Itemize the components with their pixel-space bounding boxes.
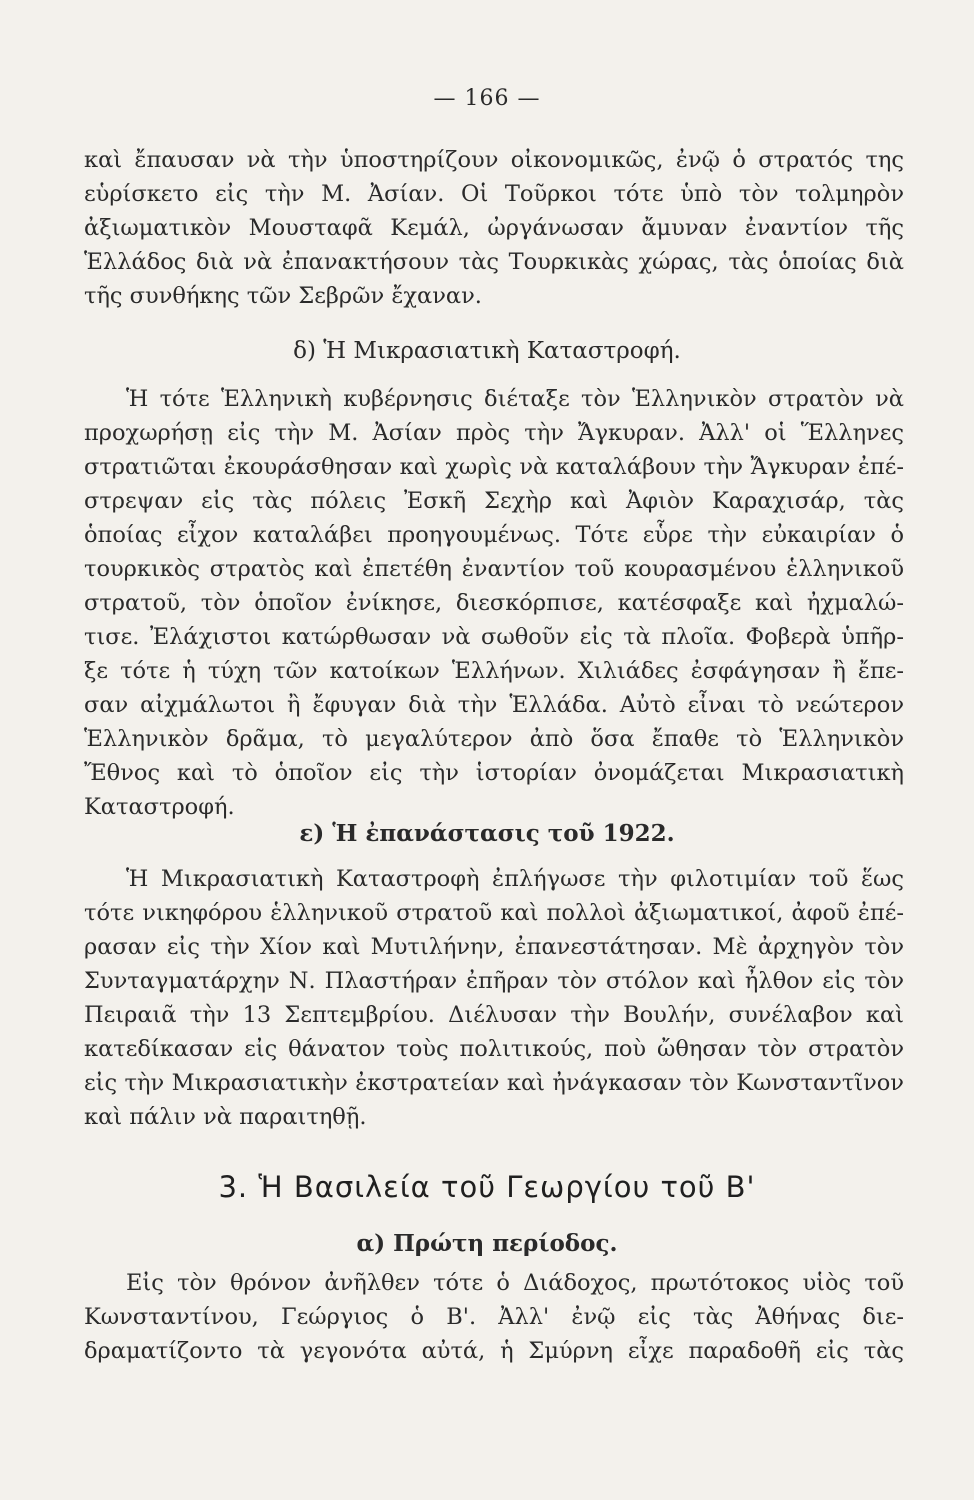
text-line: τότε νικηφόρου ἑλληνικοῦ στρατοῦ καὶ πολλοὶ ἀξιωματικοί, ἀφοῦ ἐπέ- <box>84 900 904 926</box>
text-line: ξε τότε ἡ τύχη τῶν κατοίκων Ἑλλήνων. Χιλιάδες ἐσφάγησαν ἢ ἔπε- <box>84 658 904 684</box>
text-line: ἀξιωματικὸν Μουσταφᾶ Κεμάλ, ὠργάνωσαν ἄμυναν ἐναντίον τῆς <box>84 215 904 241</box>
paragraph-2 <box>84 382 904 824</box>
text-line: Πειραιᾶ τὴν 13 Σεπτεμβρίου. Διέλυσαν τὴν Βουλήν, συνέλαβον καὶ <box>84 1002 904 1028</box>
text-line: Κωνσταντίνου, Γεώργιος ὁ Β'. Ἀλλ' ἐνῷ εἰς τὰς Ἀθήνας διε- <box>84 1304 904 1330</box>
text-line: Ἑλλάδος διὰ νὰ ἐπανακτήσουν τὰς Τουρκικὰς χώρας, τὰς ὁποίας διὰ <box>84 249 904 275</box>
section-title-vasileia-georgiou: 3. Ἡ Βασιλεία τοῦ Γεωργίου τοῦ Β' <box>218 1170 756 1204</box>
text-line: Ἡ Μικρασιατικὴ Καταστροφὴ ἐπλήγωσε τὴν φιλοτιμίαν τοῦ ἕως <box>126 866 904 892</box>
text-line: τισε. Ἐλάχιστοι κατώρθωσαν νὰ σωθοῦν εἰς τὰ πλοῖα. Φοβερὰ ὑπῆρ- <box>84 624 904 650</box>
text-line: Ἔθνος καὶ τὸ ὁποῖον εἰς τὴν ἱστορίαν ὀνομάζεται Μικρασιατικὴ <box>84 760 904 786</box>
text-line: Καταστροφή. <box>84 794 235 820</box>
page-number: — 166 — <box>433 86 541 111</box>
text-line: Συνταγματάρχην Ν. Πλαστήραν ἐπῆραν τὸν στόλον καὶ ἦλθον εἰς τὸν <box>84 968 904 994</box>
text-line: εὑρίσκετο εἰς τὴν Μ. Ἀσίαν. Οἱ Τοῦρκοι τότε ὑπὸ τὸν τολμηρὸν <box>84 181 904 207</box>
heading-epanastasis-1922: ε) Ἡ ἐπανάστασις τοῦ 1922. <box>299 820 675 847</box>
paragraph-1 <box>84 143 904 313</box>
text-line: στρατιῶται ἐκουράσθησαν καὶ χωρὶς νὰ καταλάβουν τὴν Ἄγκυραν ἐπέ- <box>84 454 904 480</box>
text-line: καὶ ἔπαυσαν νὰ τὴν ὑποστηρίζουν οἰκονομικῶς, ἐνῷ ὁ στρατός της <box>84 147 904 173</box>
text-line: Ἑλληνικὸν δρᾶμα, τὸ μεγαλύτερον ἀπὸ ὅσα ἔπαθε τὸ Ἑλληνικὸν <box>84 726 904 752</box>
text-line: τῆς συνθήκης τῶν Σεβρῶν ἔχαναν. <box>84 283 482 309</box>
text-line: τουρκικὸς στρατὸς καὶ ἐπετέθη ἐναντίον τοῦ κουρασμένου ἑλληνικοῦ <box>84 556 904 582</box>
text-line: εἰς τὴν Μικρασιατικὴν ἐκστρατείαν καὶ ἠνάγκασαν τὸν Κωνσταντῖνον <box>84 1070 904 1096</box>
text-line: καὶ πάλιν νὰ παραιτηθῇ. <box>84 1104 367 1130</box>
paragraph-3 <box>84 862 904 1134</box>
text-line: δραματίζοντο τὰ γεγονότα αὐτά, ἡ Σμύρνη εἶχε παραδοθῆ εἰς τὰς <box>84 1338 904 1364</box>
text-line: ρασαν εἰς τὴν Χίον καὶ Μυτιλήνην, ἐπανεστάτησαν. Μὲ ἀρχηγὸν τὸν <box>84 934 904 960</box>
text-line: στρατοῦ, τὸν ὁποῖον ἐνίκησε, διεσκόρπισε, κατέσφαξε καὶ ἠχμαλώ- <box>84 590 904 616</box>
paragraph-4 <box>84 1266 904 1368</box>
text-line: στρεψαν εἰς τὰς πόλεις Ἐσκῆ Σεχὴρ καὶ Ἀφιὸν Καραχισάρ, τὰς <box>84 488 904 514</box>
text-line: Ἡ τότε Ἑλληνικὴ κυβέρνησις διέταξε τὸν Ἑλληνικὸν στρατὸν νὰ <box>126 386 904 412</box>
heading-mikrasiatiki-katastrofi: δ) Ἡ Μικρασιατικὴ Καταστροφή. <box>293 338 681 364</box>
text-line: προχωρήσῃ εἰς τὴν Μ. Ἀσίαν πρὸς τὴν Ἄγκυραν. Ἀλλ' οἱ Ἕλληνες <box>84 420 904 446</box>
text-line: ὁποίας εἶχον καταλάβει προηγουμένως. Τότε εὗρε τὴν εὐκαιρίαν ὁ <box>84 522 904 548</box>
text-line: σαν αἰχμάλωτοι ἢ ἔφυγαν διὰ τὴν Ἑλλάδα. Αὐτὸ εἶναι τὸ νεώτερον <box>84 692 904 718</box>
heading-proti-periodos: α) Πρώτη περίοδος. <box>356 1230 618 1257</box>
text-line: Εἰς τὸν θρόνον ἀνῆλθεν τότε ὁ Διάδοχος, πρωτότοκος υἱὸς τοῦ <box>126 1270 904 1296</box>
text-line: κατεδίκασαν εἰς θάνατον τοὺς πολιτικούς, ποὺ ὤθησαν τὸν στρατὸν <box>84 1036 904 1062</box>
